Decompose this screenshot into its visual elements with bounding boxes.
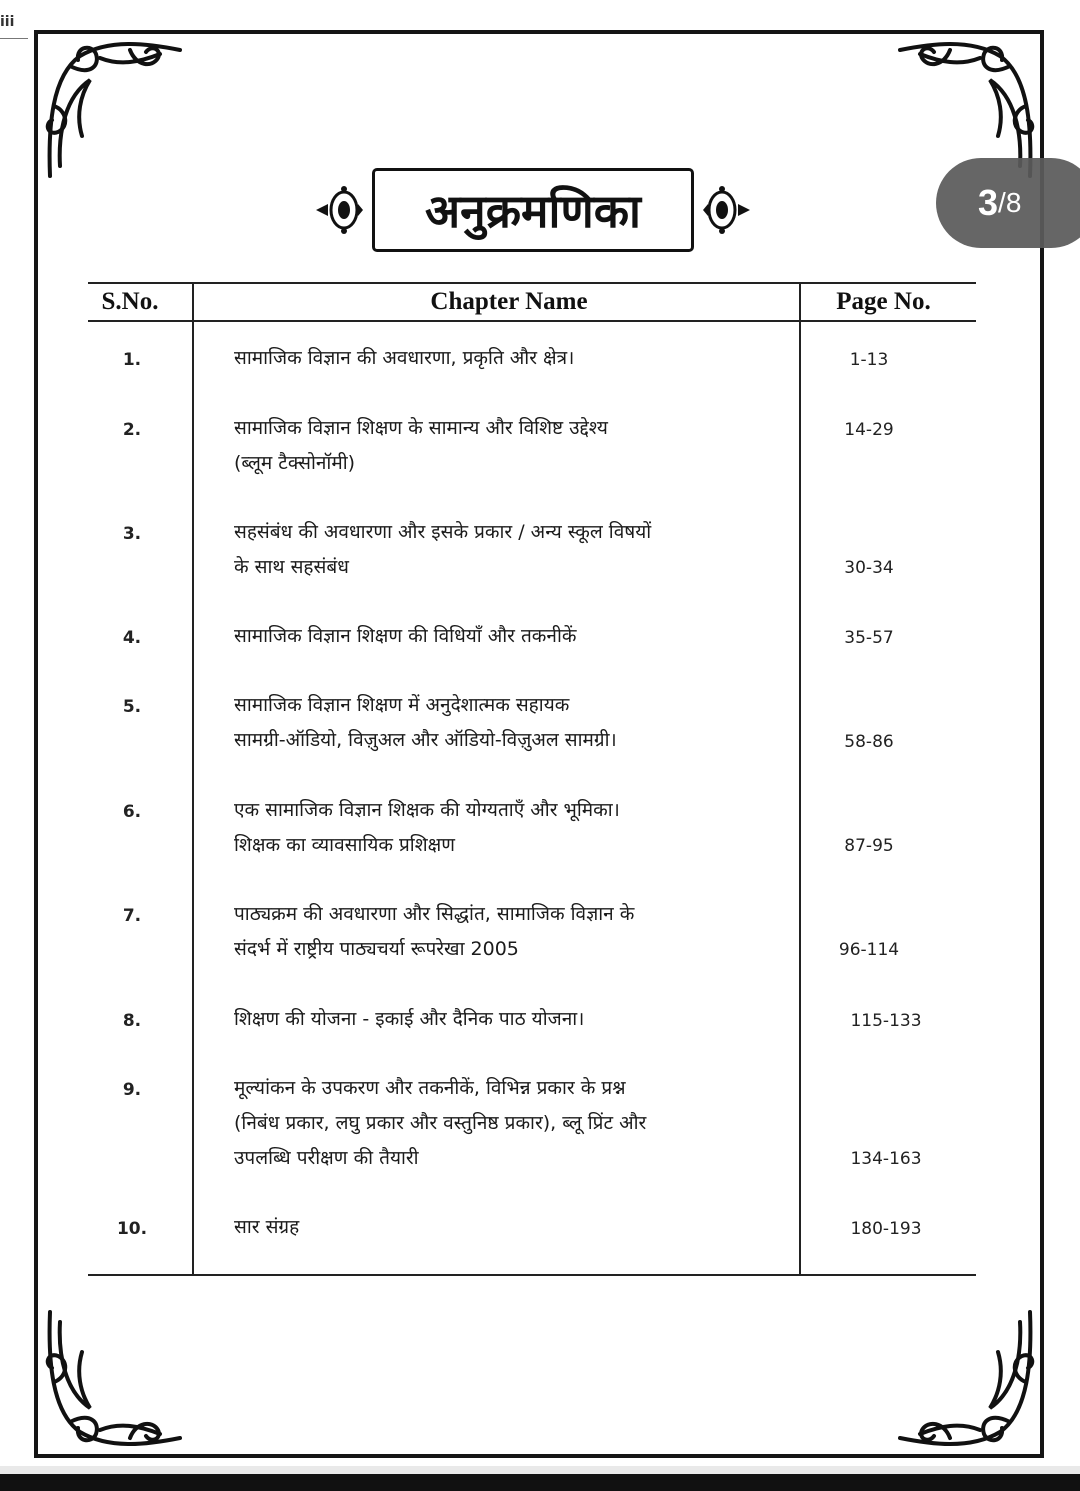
row-serial: 10. [116, 1219, 148, 1239]
row-serial: 3. [122, 524, 142, 544]
row-chapter-title: पाठ्यक्रम की अवधारणा और सिद्धांत, सामाजिक विज्ञान के संदर्भ में राष्ट्रीय पाठ्यचर्या रूपरेखा 2005 [234, 903, 635, 960]
row-chapter-title: एक सामाजिक विज्ञान शिक्षक की योग्यताएँ और भूमिका। शिक्षक का व्यावसायिक प्रशिक्षण [234, 799, 620, 856]
table-column-divider [799, 282, 801, 1276]
row-chapter-title: सामाजिक विज्ञान शिक्षण के सामान्य और विशिष्ट उद्देश्य (ब्लूम टैक्सोनॉमी) [234, 417, 608, 474]
row-chapter-title: मूल्यांकन के उपकरण और तकनीकें, विभिन्न प्रकार के प्रश्न (निबंध प्रकार, लघु प्रकार और वस्तुनिष्ठ प्रकार), ब्लू प्रिंट और उपलब्धि परीक्षण की तैयारी [234, 1077, 647, 1169]
ornament-left-icon [314, 184, 364, 236]
bottom-gap [0, 1466, 1080, 1474]
header-page-no: Page No. [836, 288, 931, 315]
row-page-range: 96-114 [838, 940, 900, 960]
table-column-divider [192, 282, 194, 1276]
row-page-range: 87-95 [844, 836, 894, 856]
page-title: अनुक्रमणिका [425, 184, 641, 238]
top-rule [0, 38, 28, 39]
table-header-rule [88, 320, 976, 322]
row-chapter-title: सामाजिक विज्ञान की अवधारणा, प्रकृति और क्षेत्र। [234, 347, 575, 369]
row-page-range: 134-163 [850, 1149, 922, 1169]
row-page-range: 30-34 [844, 558, 894, 578]
header-sno: S.No. [101, 288, 159, 315]
table-bottom-rule [88, 1274, 976, 1276]
header-chapter-name: Chapter Name [430, 288, 588, 315]
row-serial: 2. [122, 420, 142, 440]
title-box [372, 168, 694, 252]
current-page: 3 [978, 182, 999, 223]
row-serial: 8. [122, 1011, 142, 1031]
corner-flourish-icon [890, 1302, 1040, 1452]
heading-block [310, 168, 755, 256]
row-serial: 7. [122, 906, 142, 926]
row-chapter-title: सामाजिक विज्ञान शिक्षण में अनुदेशात्मक सहायक सामग्री-ऑडियो, विज़ुअल और ऑडियो-विज़ुअल सामग्री। [234, 694, 617, 751]
corner-flourish-icon [40, 36, 190, 186]
row-serial: 5. [122, 697, 142, 717]
row-chapter-title: शिक्षण की योजना - इकाई और दैनिक पाठ योजना। [234, 1008, 585, 1030]
row-page-range: 35-57 [844, 628, 894, 648]
table-top-rule [88, 282, 976, 284]
total-pages: 8 [1005, 187, 1022, 218]
row-serial: 4. [122, 628, 142, 648]
ornament-right-icon [702, 184, 752, 236]
page-indicator-badge [936, 158, 1080, 248]
row-chapter-title: सार संग्रह [234, 1216, 300, 1238]
corner-flourish-icon [40, 1302, 190, 1452]
row-chapter-title: सहसंबंध की अवधारणा और इसके प्रकार / अन्य स्कूल विषयों के साथ सहसंबंध [234, 521, 652, 578]
bottom-edge-strip [0, 1474, 1080, 1491]
row-page-range: 14-29 [844, 420, 894, 440]
row-page-range: 58-86 [844, 732, 894, 752]
row-page-range: 1-13 [849, 350, 889, 370]
row-chapter-title: सामाजिक विज्ञान शिक्षण की विधियाँ और तकनीकें [234, 625, 577, 647]
row-serial: 1. [122, 350, 142, 370]
page-roman-numeral: iii [0, 14, 15, 30]
row-serial: 9. [122, 1080, 142, 1100]
row-serial: 6. [122, 802, 142, 822]
row-page-range: 180-193 [850, 1219, 922, 1239]
page-separator: / [998, 187, 1006, 218]
row-page-range: 115-133 [850, 1011, 922, 1031]
